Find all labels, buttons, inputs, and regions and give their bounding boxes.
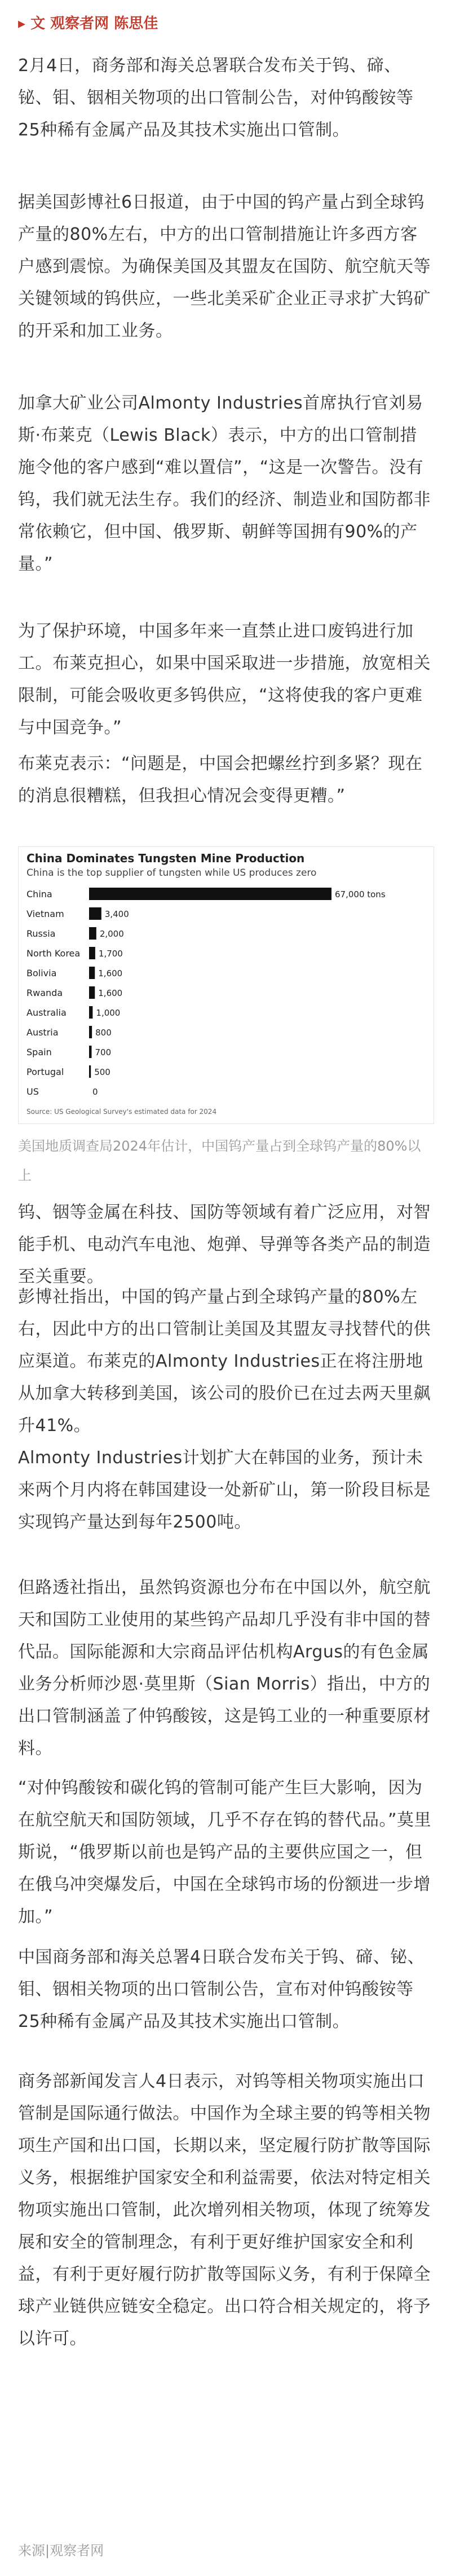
- bar-bolivia: [89, 967, 95, 979]
- category-label-austria: Austria: [26, 1027, 59, 1038]
- value-label-australia: 1,000: [96, 1008, 121, 1018]
- paragraph-12: 商务部新闻发言人4日表示，对钨等相关物项实施出口管制是国际通行做法。中国作为全球主要的钨等相关物项生产国和出口国，长期以来，坚定履行防扩散等国际义务，根据维护国家安全和利益需要，依法对特定相关物项实施出口管制，此次增列相关物项，体现了统筹发展和安全的管制理念，有利于更好维护国家安全和利益，有利于更好履行防扩散等国际义务，有利于保障全球产业链供应链安全稳定。出口符合相关规定的，将予以许可。: [18, 2072, 431, 2349]
- category-label-north-korea: North Korea: [26, 948, 81, 959]
- value-label-bolivia: 1,600: [98, 968, 123, 978]
- category-label-us: US: [26, 1086, 39, 1097]
- value-label-portugal: 500: [94, 1067, 110, 1077]
- paragraph-9: 但路透社指出，虽然钨资源也分布在中国以外，航空航天和国防工业使用的某些钨产品却几乎没有非中国的替代品。国际能源和大宗商品评估机构Argus的有色金属业务分析师沙恩·莫里斯（Sian Morris）指出，中方的出口管制涵盖了仲钨酸铵，这是钨工业的一种重要原材料。: [18, 1578, 431, 1758]
- category-label-bolivia: Bolivia: [26, 968, 57, 978]
- value-label-us: 0: [92, 1087, 98, 1097]
- paragraph-3: 加拿大矿业公司Almonty Industries首席执行官刘易斯·布莱克（Lewis Black）表示，中方的出口管制措施令他的客户感到“难以置信”，“这是一次警告。没有钨，我们就无法生存。我们的经济、制造业和国防都非常依赖它，但中国、俄罗斯、朝鲜等国拥有90%的产量。”: [18, 393, 431, 574]
- paragraph-5: 布莱克表示：“问题是，中国会把螺丝拧到多紧？现在的消息很糟糕，但我担心情况会变得更糟。”: [18, 754, 423, 806]
- paragraph-8: Almonty Industries计划扩大在韩国的业务，预计未来两个月内将在韩国建设一处新矿山，第一阶段目标是实现钨产量达到每年2500吨。: [18, 1448, 431, 1532]
- paragraph-2: 据美国彭博社6日报道，由于中国的钨产量占到全球钨产量的80%左右，中方的出口管制措施让许多西方客户感到震惊。为确保美国及其盟友在国防、航空航天等关键领域的钨供应，一些北美采矿企业正寻求扩大钨矿的开采和加工业务。: [18, 192, 431, 341]
- paragraph-10: “对仲钨酸铵和碳化钨的管制可能产生巨大影响，因为在航空航天和国防领域，几乎不存在钨的替代品。”莫里斯说，“俄罗斯以前也是钨产品的主要供应国之一，但在俄乌冲突爆发后，中国在全球钨市场的份额进一步增加。”: [18, 1778, 432, 1926]
- bar-vietnam: [89, 907, 101, 920]
- value-label-rwanda: 1,600: [98, 988, 123, 998]
- value-label-north-korea: 1,700: [98, 949, 123, 959]
- paragraph-1: 2月4日，商务部和海关总署联合发布关于钨、碲、铋、钼、铟相关物项的出口管制公告，对仲钨酸铵等25种稀有金属产品及其技术实施出口管制。: [18, 56, 414, 140]
- value-label-austria: 800: [95, 1028, 112, 1038]
- bar-china: [89, 888, 331, 900]
- category-label-china: China: [26, 889, 52, 899]
- paragraph-4: 为了保护环境，中国多年来一直禁止进口废钨进行加工。布莱克担心，如果中国采取进一步措施，放宽相关限制，可能会吸收更多钨供应，“这将使我的客户更难与中国竞争。”: [18, 621, 431, 738]
- bar-russia: [89, 927, 96, 940]
- value-label-vietnam: 3,400: [104, 909, 129, 919]
- category-label-portugal: Portugal: [26, 1067, 64, 1077]
- category-label-rwanda: Rwanda: [26, 988, 63, 998]
- bar-australia: [89, 1006, 92, 1019]
- category-label-australia: Australia: [26, 1007, 67, 1018]
- paragraph-6: 钨、铟等金属在科技、国防等领域有着广泛应用，对智能手机、电动汽车电池、炮弹、导弹等各类产品的制造至关重要。: [18, 1203, 431, 1287]
- bar-rwanda: [89, 986, 95, 999]
- paragraph-7: 彭博社指出，中国的钨产量占到全球钨产量的80%左右，因此中方的出口管制让美国及其盟友寻找替代的供应渠道。布莱克的Almonty Industries正在将注册地从加拿大转移到美国，该公司的股价已在过去两天里飙升41%。: [18, 1287, 431, 1436]
- chart-subtitle: China is the top supplier of tungsten while US produces zero: [26, 867, 317, 879]
- chart-title: China Dominates Tungsten Mine Production: [26, 852, 305, 865]
- category-label-vietnam: Vietnam: [26, 909, 64, 919]
- bar-portugal: [89, 1065, 91, 1078]
- value-label-china: 67,000 tons: [335, 889, 386, 899]
- chart-svg: [19, 847, 434, 1124]
- chart-source: Source: US Geological Survey's estimated data for 2024: [26, 1108, 217, 1116]
- tungsten-chart: [18, 846, 434, 1124]
- figure-caption: 美国地质调查局2024年估计，中国钨产量占到全球钨产量的80%以上: [18, 1138, 421, 1183]
- footer-source: 来源|观察者网: [18, 2543, 104, 2559]
- value-label-spain: 700: [95, 1047, 112, 1057]
- paragraph-11: 中国商务部和海关总署4日联合发布关于钨、碲、铋、钼、铟相关物项的出口管制公告，宣布对仲钨酸铵等25种稀有金属产品及其技术实施出口管制。: [18, 1947, 425, 2031]
- category-label-spain: Spain: [26, 1047, 52, 1057]
- bar-north-korea: [89, 947, 95, 959]
- value-label-russia: 2,000: [99, 929, 124, 939]
- bar-spain: [89, 1046, 91, 1058]
- bar-austria: [89, 1026, 92, 1038]
- category-label-russia: Russia: [26, 928, 56, 939]
- author-byline: ▸ 文 观察者网 陈思佳: [18, 15, 158, 32]
